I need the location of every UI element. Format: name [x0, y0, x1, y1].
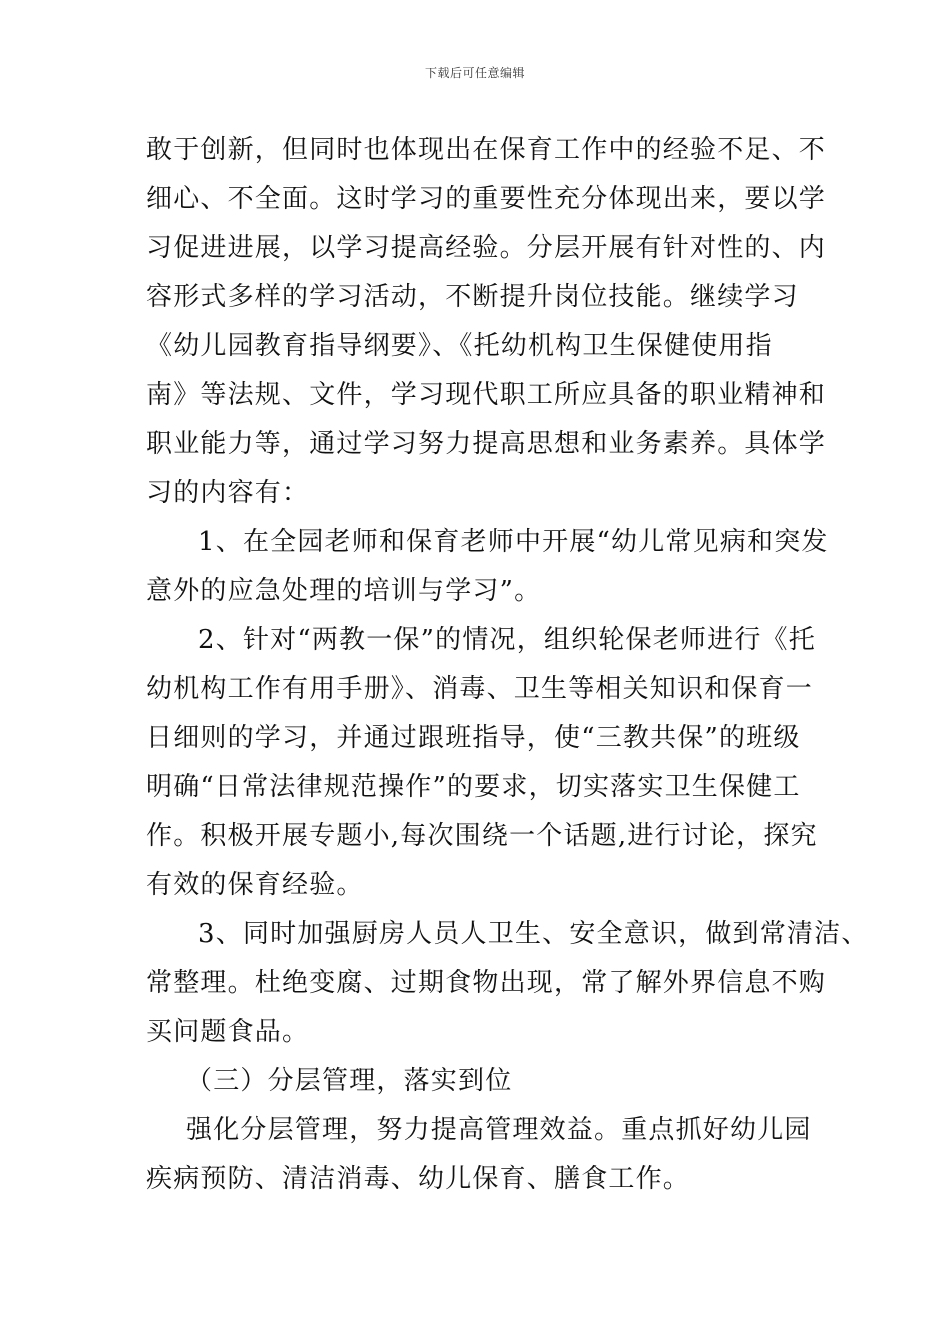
final-paragraph-line-1: 强化分层管理，努力提高管理效益。重点抓好幼儿园 [186, 1115, 812, 1145]
paragraph-1-line-3: 习促进进展，以学习提高经验。分层开展有针对性的、内 [146, 233, 827, 263]
item-2-line-4: 明确“日常法律规范操作”的要求，切实落实卫生保健工 [146, 772, 801, 802]
item-1-line-2: 意外的应急处理的培训与学习”。 [146, 576, 542, 606]
item-2-line-6: 有效的保育经验。 [146, 870, 364, 900]
item-2-line-5: 作。积极开展专题小,每次围绕一个话题,进行讨论，探究 [146, 821, 818, 851]
item-3-line-2: 常整理。杜绝变腐、过期食物出现，常了解外界信息不购 [146, 968, 827, 998]
item-2-line-3: 日细则的学习，并通过跟班指导，使“三教共保”的班级 [146, 723, 801, 753]
paragraph-1-line-8: 习的内容有： [146, 478, 310, 508]
page-header: 下载后可任意编辑 [424, 66, 525, 80]
item-2-line-1: 2、针对“两教一保”的情况，组织轮保老师进行《托 [198, 625, 816, 655]
item-1-line-1: 1、在全园老师和保育老师中开展“幼儿常见病和突发 [198, 527, 829, 557]
paragraph-1-line-7: 职业能力等，通过学习努力提高思想和业务素养。具体学 [146, 429, 827, 459]
final-paragraph-line-2: 疾病预防、清洁消毒、幼儿保育、膳食工作。 [146, 1164, 691, 1194]
item-3-line-3: 买问题食品。 [146, 1017, 310, 1047]
document-body [146, 126, 869, 1204]
paragraph-1-line-1: 敢于创新，但同时也体现出在保育工作中的经验不足、不 [146, 135, 827, 165]
paragraph-1-line-5: 《幼儿园教育指导纲要》、《托幼机构卫生保健使用指 [146, 331, 773, 361]
paragraph-1-line-2: 细心、不全面。这时学习的重要性充分体现出来，要以学 [146, 184, 827, 214]
item-2-line-2: 幼机构工作有用手册》、消毒、卫生等相关知识和保育一 [146, 674, 814, 704]
paragraph-1-line-4: 容形式多样的学习活动，不断提升岗位技能。继续学习 [146, 282, 799, 312]
paragraph-1-line-6: 南》等法规、文件，学习现代职工所应具备的职业精神和 [146, 380, 827, 410]
section-heading: （三）分层管理，落实到位 [186, 1066, 513, 1096]
item-3-line-1: 3、同时加强厨房人员人卫生、安全意识，做到常清洁、 [198, 919, 869, 949]
